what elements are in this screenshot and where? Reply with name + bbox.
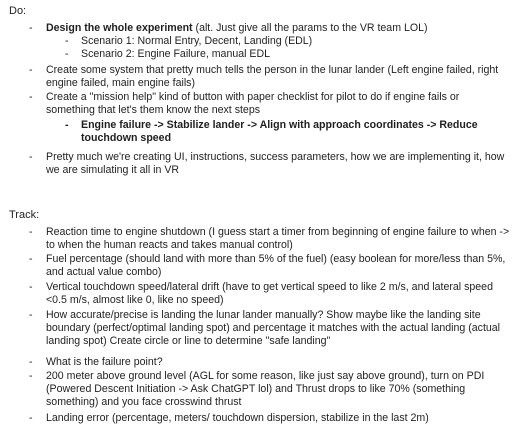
track-item-landing-accuracy [29, 309, 510, 348]
track-item-fuel-percentage [29, 253, 510, 279]
do-subitem-scenario-1 [65, 35, 501, 48]
do-item-text: Create a "mission help" kind of button with paper checklist for pilot to do if engine fails or something that let's them know the next steps [46, 91, 460, 116]
do-item-text: (alt. Just give all the params to the VR team LOL) [192, 22, 428, 34]
do-item-alert-system [29, 64, 510, 90]
track-item-text: What is the failure point? [46, 356, 163, 368]
do-item-text: Pretty much we're creating UI, instructions, success parameters, how we are implementing it, how we are simulating it all in VR [46, 151, 505, 176]
bullet-dash: - [29, 356, 33, 368]
bullet-dash: - [29, 151, 33, 163]
do-item-bold-text: Design the whole experiment [46, 22, 193, 34]
track-item-reaction-time [29, 226, 510, 252]
do-subitem-text: Scenario 2: Engine Failure, manual EDL [81, 48, 271, 60]
bullet-dash: - [29, 64, 33, 76]
bullet-dash: - [29, 309, 33, 321]
track-item-landing-error [29, 412, 510, 425]
track-item-text: Landing error (percentage, meters/ touchdown dispersion, stabilize in the last 2m) [46, 412, 429, 424]
bullet-dash: - [65, 119, 69, 131]
bullet-dash: - [29, 412, 33, 424]
bullet-dash: - [29, 226, 33, 238]
track-item-agl-pdi [29, 370, 510, 409]
do-subitem-scenario-2 [65, 48, 501, 61]
track-item-failure-point [29, 356, 510, 369]
track-item-touchdown-speed [29, 281, 510, 307]
track-heading: Track: [9, 209, 40, 221]
track-item-text: 200 meter above ground level (AGL for some reason, like just say above ground), turn on PDI (Powered Descent Initiation -> Ask ChatGPT lol) and Thrust drops to like 70% (something something) and you face crosswind thrust [46, 370, 485, 408]
bullet-dash: - [29, 22, 33, 34]
do-item-text: Create some system that pretty much tells the person in the lunar lander (Left engine failed, right engine failed, main engine fails) [46, 64, 499, 89]
do-item-design-experiment [29, 22, 510, 35]
bullet-dash: - [29, 253, 33, 265]
track-item-text: Fuel percentage (should land with more than 5% of the fuel) (easy boolean for more/less than 5%, and actual value combo) [46, 253, 506, 278]
bullet-dash: - [65, 35, 69, 47]
do-item-mission-help [29, 91, 510, 117]
do-heading: Do: [9, 5, 27, 17]
track-item-text: Vertical touchdown speed/lateral drift (have to get vertical speed to like 2 m/s, and lateral speed <0.5 m/s, almost like 0, like no speed) [46, 281, 493, 306]
track-item-text: Reaction time to engine shutdown (I guess start a timer from beginning of engine failure to when -> to when the human reacts and takes manual control) [46, 226, 510, 251]
bullet-dash: - [29, 91, 33, 103]
do-bold-subitem-procedure [65, 119, 491, 145]
bullet-dash: - [29, 370, 33, 382]
do-item-ui-summary [29, 151, 510, 177]
track-item-text: How accurate/precise is landing the lunar lander manually? Show maybe like the landing site boundary (perfect/optimal landing spot) and percentage it matches with the actual landing (actual landing spot) Create circle or line to determine "safe landing" [46, 309, 501, 347]
bullet-dash: - [65, 48, 69, 60]
do-bold-subitem-text: Engine failure -> Stabilize lander -> Align with approach coordinates -> Reduce touchdown speed [81, 119, 478, 144]
bullet-dash: - [29, 281, 33, 293]
do-subitem-text: Scenario 1: Normal Entry, Decent, Landing (EDL) [81, 35, 313, 47]
